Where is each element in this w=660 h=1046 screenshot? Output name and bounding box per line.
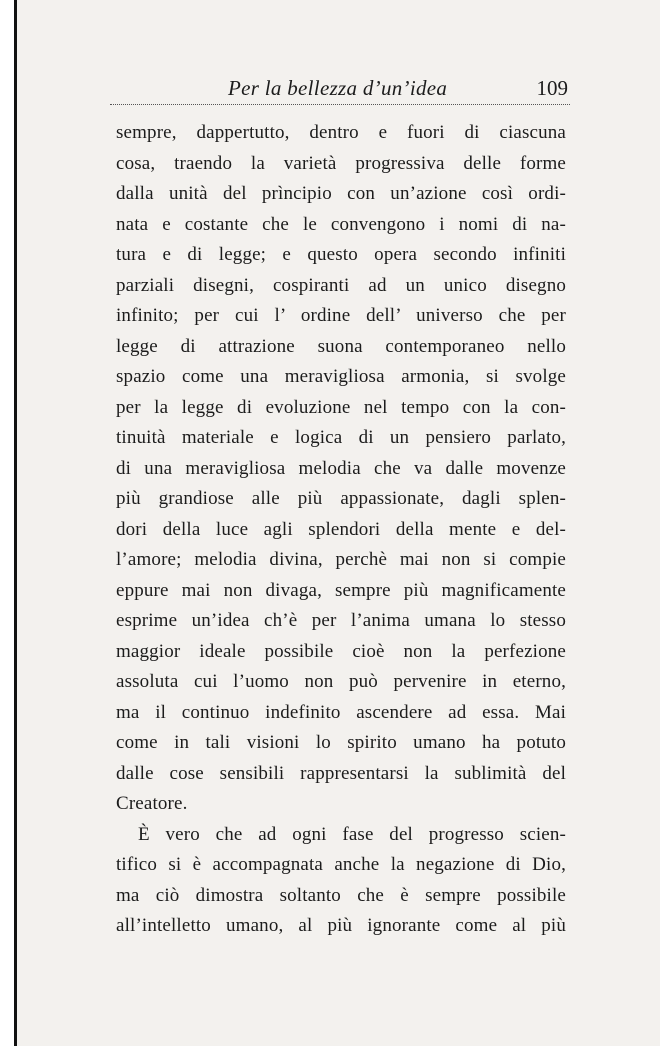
- text-line: all’intelletto umano, al più ignorante come al più: [116, 915, 566, 936]
- page-binding-edge: [14, 0, 17, 1046]
- paragraph-last-line: Creatore.: [116, 793, 188, 814]
- paragraph-first-line: È vero che ad ogni fase del progresso scien-: [138, 823, 566, 845]
- page-number: 109: [536, 76, 568, 100]
- text-line: per la legge di evoluzione nel tempo con la con-: [116, 396, 566, 418]
- text-line: parziali disegni, cospiranti ad un unico disegno: [116, 274, 566, 296]
- text-line: eppure mai non divaga, sempre più magnificamente: [116, 579, 566, 601]
- page-header: [110, 68, 570, 108]
- body-text: [116, 118, 566, 942]
- text-line: dori della luce agli splendori della mente e del-: [116, 518, 566, 540]
- text-line: infinito; per cui l’ ordine dell’ universo che per: [116, 305, 566, 326]
- text-line: cosa, traendo la varietà progressiva delle forme: [116, 152, 566, 174]
- text-line: ma il continuo indefinito ascendere ad essa. Mai: [116, 701, 566, 723]
- text-line: di una meravigliosa melodia che va dalle movenze: [116, 457, 566, 479]
- text-line: nata e costante che le convengono i nomi di na-: [116, 213, 566, 235]
- text-line: dalle cose sensibili rappresentarsi la sublimità del: [116, 762, 566, 784]
- running-title: Per la bellezza d’un’idea: [228, 76, 448, 100]
- text-line: tifico si è accompagnata anche la negazione di Dio,: [116, 854, 566, 875]
- text-line: spazio come una meravigliosa armonia, si svolge: [116, 366, 566, 387]
- text-line: tinuità materiale e logica di un pensiero parlato,: [116, 427, 566, 448]
- page-margin: [0, 0, 14, 1046]
- text-line: esprime un’idea ch’è per l’anima umana lo stesso: [116, 610, 566, 631]
- text-line: l’amore; melodia divina, perchè mai non si compie: [116, 549, 566, 570]
- text-line: dalla unità del prìncipio con un’azione così ordi-: [116, 183, 566, 204]
- text-line: legge di attrazione suona contemporaneo nello: [116, 335, 566, 357]
- header-rule: [110, 104, 570, 105]
- text-line: sempre, dappertutto, dentro e fuori di ciascuna: [116, 122, 566, 143]
- text-line: più grandiose alle più appassionate, dagli splen-: [116, 488, 566, 509]
- text-line: assoluta cui l’uomo non può pervenire in eterno,: [116, 671, 566, 692]
- text-line: maggior ideale possibile cioè non la perfezione: [116, 640, 566, 662]
- text-line: ma ciò dimostra soltanto che è sempre possibile: [116, 884, 566, 906]
- text-line: come in tali visioni lo spirito umano ha potuto: [116, 732, 566, 753]
- text-line: tura e di legge; e questo opera secondo infiniti: [116, 244, 566, 265]
